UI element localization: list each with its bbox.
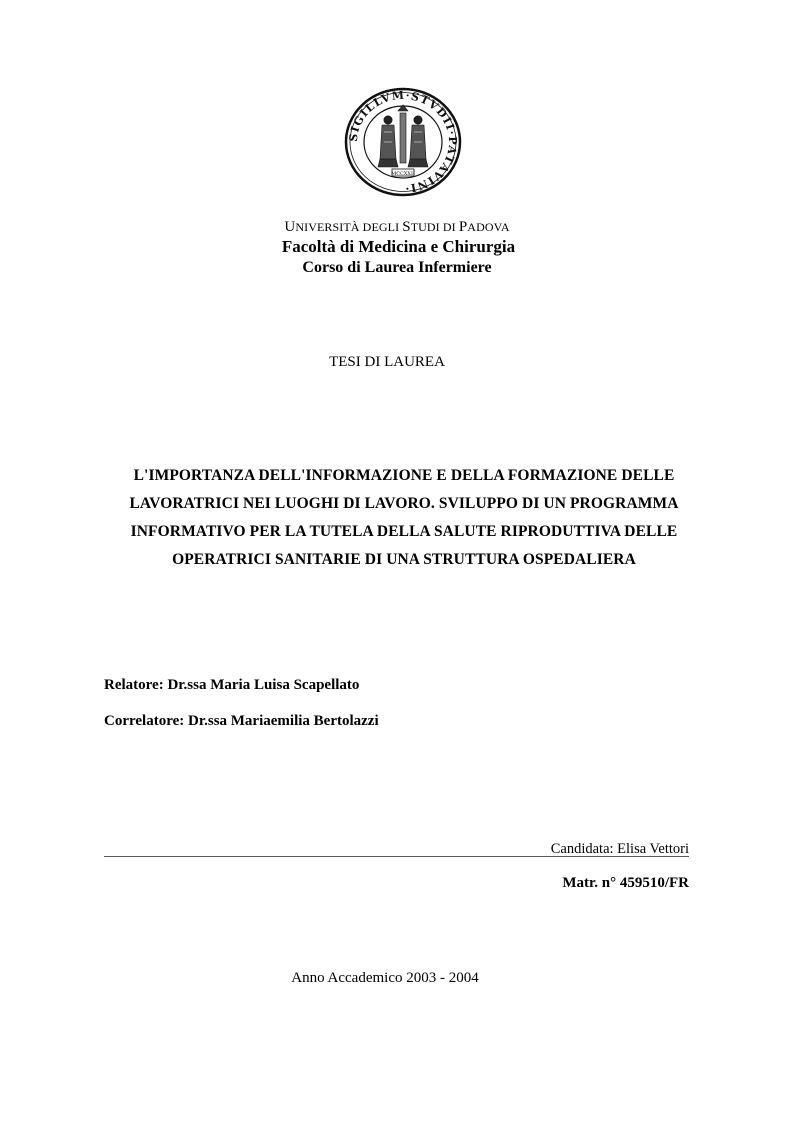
university-name-part: NIVERSITÀ DEGLI (295, 220, 403, 234)
university-seal (344, 87, 462, 197)
university-name-part: S (402, 219, 411, 235)
thesis-label: TESI DI LAUREA (329, 354, 445, 370)
title-line: L'IMPORTANZA DELL'INFORMAZIONE E DELLA FORMAZIONE DELLE (133, 467, 675, 484)
university-name-part: P (458, 219, 468, 235)
seal-date: MCCXXII (391, 170, 415, 177)
seal-ring-text: SIGILLVM·STVDII·PATAVINI· (346, 88, 460, 196)
divider-line (104, 856, 689, 857)
title-line: LAVORATRICI NEI LUOGHI DI LAVORO. SVILUPPO DI UN PROGRAMMA (129, 495, 679, 512)
university-name-part: ADOVA (467, 220, 510, 234)
thesis-title (104, 462, 704, 574)
seal-graphic (344, 87, 462, 197)
candidate-name: Candidata: Elisa Vettori (550, 841, 689, 857)
matricola: Matr. n° 459510/FR (562, 875, 689, 891)
university-name-part: TUDI DI (410, 220, 459, 234)
title-line: OPERATRICI SANITARIE DI UNA STRUTTURA OSPEDALIERA (172, 551, 636, 568)
university-name (0, 219, 794, 236)
title-line: INFORMATIVO PER LA TUTELA DELLA SALUTE RIPRODUTTIVA DELLE (130, 523, 678, 540)
university-name-part: U (284, 219, 296, 235)
faculty-name: Facoltà di Medicina e Chirurgia (281, 237, 516, 256)
relatore: Relatore: Dr.ssa Maria Luisa Scapellato (104, 677, 360, 693)
course-name: Corso di Laurea Infermiere (302, 259, 492, 276)
academic-year: Anno Accademico 2003 - 2004 (291, 970, 479, 986)
correlatore: Correlatore: Dr.ssa Mariaemilia Bertolazzi (104, 713, 379, 729)
